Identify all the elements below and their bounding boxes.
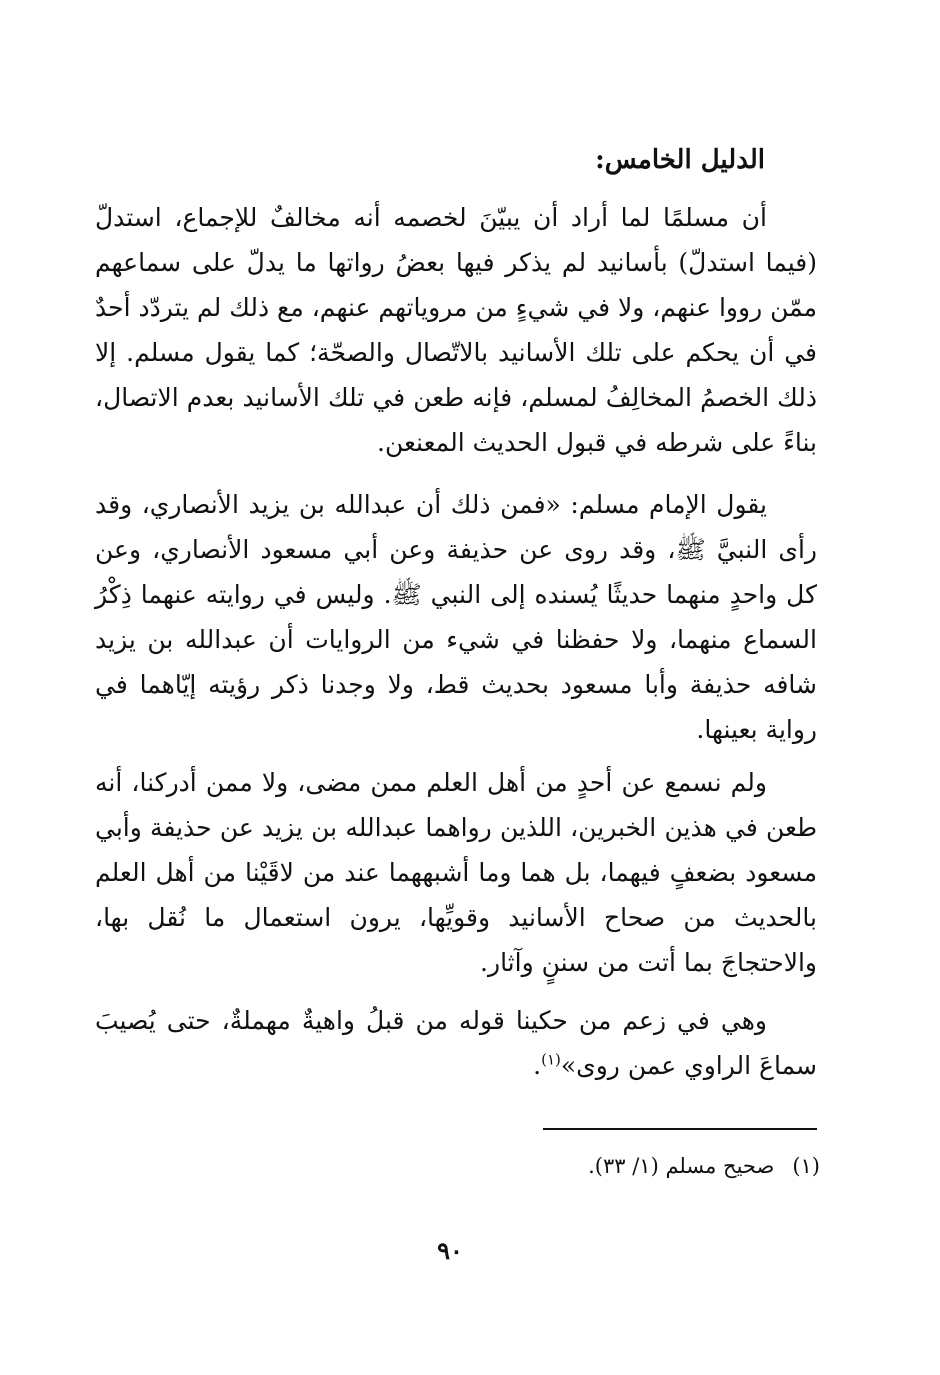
page-number: ٩٠: [437, 1236, 463, 1265]
paragraph-1: أن مسلمًا لما أراد أن يبيّنَ لخصمه أنه مخالفٌ للإجماع، استدلّ (فيما استدلّ) بأسانيد لم يذكر فيها بعضُ رواتها ما يدلّ على سماعهم ممّن رووا عنهم، ولا في شيءٍ من مروياتهم عنهم، مع ذلك لم يتردّد أحدٌ في أن يحكم على تلك الأسانيد بالاتّصال والصحّة؛ كما يقول مسلم. إلا ذلك الخصمُ المخالِفُ لمسلم، فإنه طعن في تلك الأسانيد بعدم الاتصال، بناءً على شرطه في قبول الحديث المعنعن.: [95, 203, 817, 457]
footnote-number: (١): [792, 1154, 820, 1178]
section-heading: الدليل الخامس:: [595, 145, 765, 175]
paragraph-4-text: وهي في زعم من حكينا قوله من قبلُ واهيةٌ مهملةٌ، حتى يُصيبَ سماعَ الراوي عمن روى»: [95, 1006, 817, 1080]
paragraph-3: ولم نسمع عن أحدٍ من أهل العلم ممن مضى، ولا ممن أدركنا، أنه طعن في هذين الخبرين، اللذين رواهما عبدالله بن يزيد عن حذيفة وأبي مسعود بضعفٍ فيهما، بل هما وما أشبههما عند من لاقَيْنا من أهل العلم بالحديث من صحاح الأسانيد وقويِّها، يرون استعمال ما نُقل بها، والاحتجاجَ بما أتت من سننٍ وآثار.: [95, 768, 817, 977]
footnote-text: صحيح مسلم (١/ ٣٣).: [588, 1154, 775, 1178]
footnote: [320, 1148, 820, 1184]
footnote-divider: [543, 1128, 817, 1130]
paragraph-2: يقول الإمام مسلم: «فمن ذلك أن عبدالله بن يزيد الأنصاري، وقد رأى النبيَّ ﷺ، وقد روى عن حذيفة وعن أبي مسعود الأنصاري، وعن كل واحدٍ منهما حديثًا يُسنده إلى النبي ﷺ. وليس في روايته عنهما ذِكْرُ السماع منهما، ولا حفظنا في شيء من الروايات أن عبدالله بن يزيد شافه حذيفة وأبا مسعود بحديث قط، ولا وجدنا ذكر رؤيته إيّاهما في رواية بعينها.: [95, 490, 817, 744]
paragraph-4: [95, 998, 817, 1088]
paragraph-4-tail: .: [533, 1051, 542, 1080]
footnote-reference: (١): [541, 1050, 561, 1069]
